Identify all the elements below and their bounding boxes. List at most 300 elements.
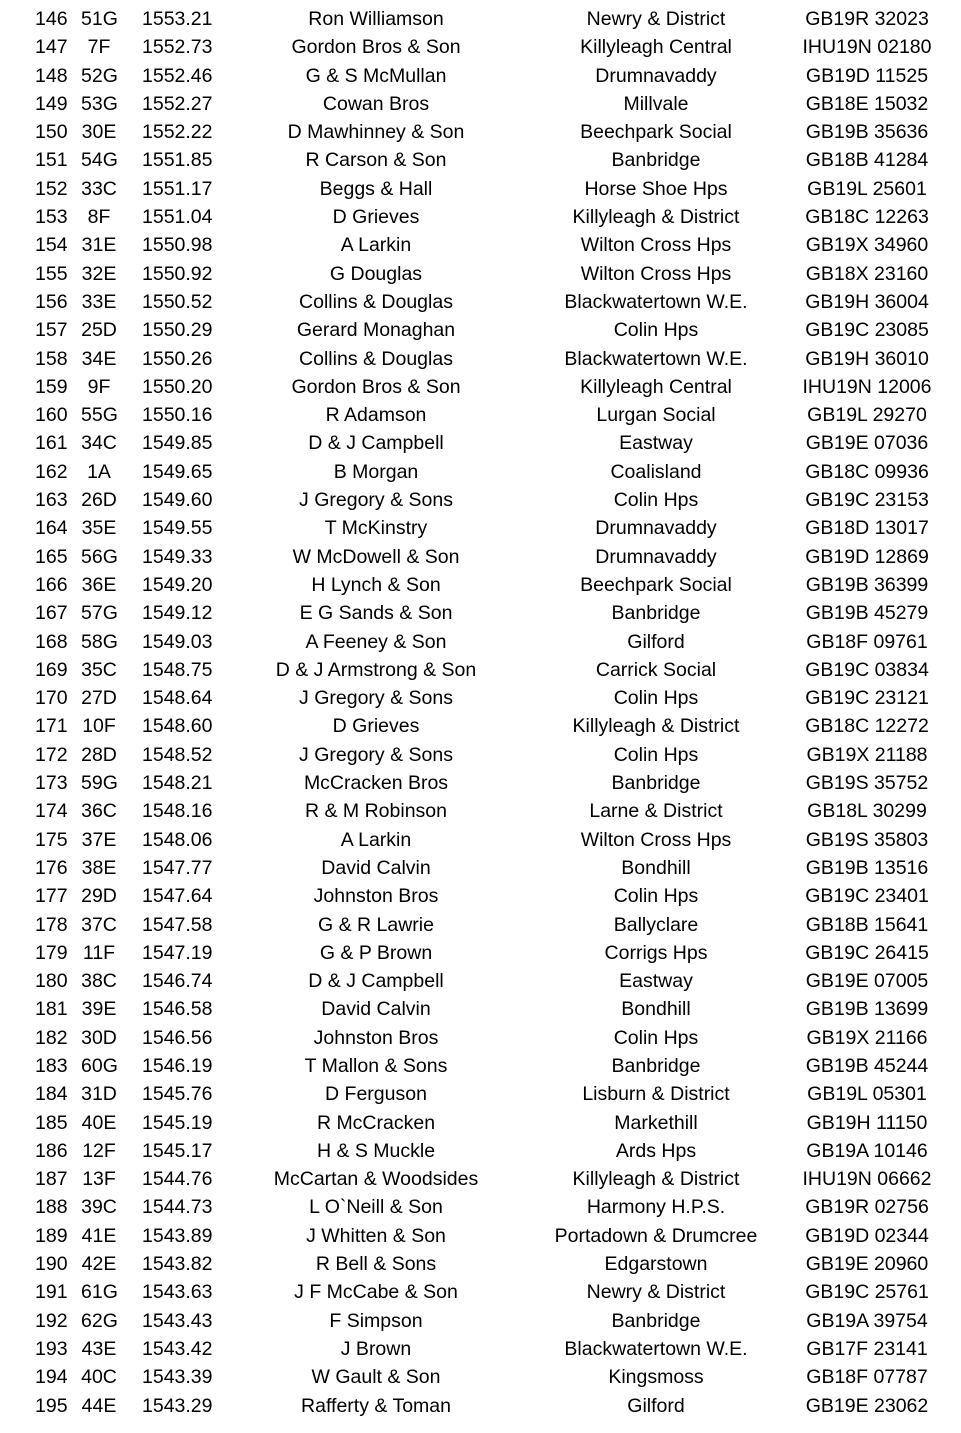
club-name-cell: Colin Hps	[613, 489, 699, 512]
club-name-cell: Wilton Cross Hps	[580, 828, 732, 851]
club-name-cell: Carrick Social	[595, 658, 717, 681]
fancier-name-cell: Ron Williamson	[308, 8, 444, 30]
position-cell: 190	[35, 1253, 68, 1276]
club-name-cell: Eastway	[619, 970, 693, 993]
velocity-cell: 1543.63	[142, 1281, 213, 1304]
pen-code-cell: 59G	[81, 772, 118, 795]
pen-code-cell: 37E	[81, 828, 117, 851]
ring-number-cell: GB18F 07787	[806, 1366, 928, 1389]
ring-number-cell: GB19E 23062	[805, 1394, 929, 1417]
fancier-name-cell: Johnston Bros	[313, 1026, 439, 1049]
table-row	[0, 429, 961, 457]
fancier-name-cell: J Whitten & Son	[306, 1224, 446, 1247]
table-row	[0, 1080, 961, 1108]
position-cell: 192	[35, 1309, 68, 1332]
table-row	[0, 599, 961, 627]
fancier-name-cell: Rafferty & Toman	[301, 1394, 451, 1417]
pen-code-cell: 36C	[81, 800, 117, 823]
table-row	[0, 401, 961, 429]
pen-code-cell: 12F	[82, 1139, 116, 1162]
fancier-name-cell: D Grieves	[332, 206, 420, 229]
table-row	[0, 5, 961, 33]
velocity-cell: 1549.33	[142, 545, 213, 568]
fancier-name-cell: J Brown	[340, 1337, 412, 1360]
ring-number-cell: GB19C 03834	[805, 658, 929, 681]
club-name-cell: Drumnavaddy	[595, 64, 717, 87]
ring-number-cell: GB19H 36004	[805, 290, 929, 313]
fancier-name-cell: D Grieves	[332, 715, 420, 738]
ring-number-cell: GB19A 10146	[806, 1139, 928, 1162]
position-cell: 153	[35, 206, 68, 229]
fancier-name-cell: Beggs & Hall	[319, 177, 433, 200]
club-name-cell: Colin Hps	[613, 1026, 699, 1049]
fancier-name-cell: A Larkin	[340, 234, 412, 257]
position-cell: 188	[35, 1196, 68, 1219]
velocity-cell: 1549.85	[142, 432, 213, 455]
position-cell: 183	[35, 1054, 68, 1077]
position-cell: 148	[35, 64, 68, 87]
fancier-name-cell: J F McCabe & Son	[294, 1281, 458, 1304]
position-cell: 154	[35, 234, 68, 257]
table-row	[0, 1363, 961, 1391]
table-row	[0, 288, 961, 316]
ring-number-cell: GB19X 21166	[806, 1026, 928, 1049]
table-row	[0, 1222, 961, 1250]
table-row	[0, 854, 961, 882]
position-cell: 166	[35, 573, 68, 596]
pen-code-cell: 56G	[81, 545, 118, 568]
club-name-cell: Lurgan Social	[596, 404, 716, 427]
table-row	[0, 1137, 961, 1165]
pen-code-cell: 55G	[81, 404, 118, 427]
velocity-cell: 1552.73	[142, 36, 213, 59]
pen-code-cell: 26D	[81, 489, 117, 512]
position-cell: 160	[35, 404, 68, 427]
position-cell: 177	[35, 885, 68, 908]
fancier-name-cell: Gordon Bros & Son	[291, 36, 461, 59]
fancier-name-cell: R Carson & Son	[305, 149, 447, 172]
position-cell: 186	[35, 1139, 68, 1162]
fancier-name-cell: W McDowell & Son	[292, 545, 460, 568]
club-name-cell: Lisburn & District	[582, 1083, 730, 1106]
fancier-name-cell: D & J Armstrong & Son	[275, 658, 477, 681]
ring-number-cell: GB18L 30299	[807, 800, 927, 823]
club-name-cell: Harmony H.P.S.	[586, 1196, 726, 1219]
pen-code-cell: 38E	[81, 856, 117, 879]
pen-code-cell: 38C	[81, 970, 117, 993]
fancier-name-cell: L O`Neill & Son	[309, 1196, 443, 1219]
club-name-cell: Banbridge	[611, 772, 701, 795]
position-cell: 169	[35, 658, 68, 681]
table-row	[0, 33, 961, 61]
club-name-cell: Blackwatertown W.E.	[564, 347, 748, 370]
fancier-name-cell: T Mallon & Sons	[304, 1054, 448, 1077]
position-cell: 170	[35, 687, 68, 710]
table-row	[0, 1165, 961, 1193]
table-row	[0, 514, 961, 542]
velocity-cell: 1545.17	[142, 1139, 213, 1162]
velocity-cell: 1549.03	[142, 630, 213, 653]
ring-number-cell: GB18B 15641	[805, 913, 929, 936]
table-row	[0, 1278, 961, 1306]
pen-code-cell: 53G	[81, 92, 118, 115]
fancier-name-cell: David Calvin	[321, 856, 431, 879]
ring-number-cell: GB19C 23121	[805, 687, 929, 710]
table-row	[0, 345, 961, 373]
velocity-cell: 1551.85	[142, 149, 213, 172]
table-row	[0, 741, 961, 769]
ring-number-cell: GB19D 12869	[805, 545, 929, 568]
ring-number-cell: GB19E 07036	[805, 432, 929, 455]
club-name-cell: Gilford	[627, 630, 685, 653]
position-cell: 150	[35, 121, 68, 144]
velocity-cell: 1547.77	[142, 856, 213, 879]
velocity-cell: 1548.16	[142, 800, 213, 823]
fancier-name-cell: H Lynch & Son	[311, 573, 441, 596]
velocity-cell: 1549.65	[142, 460, 213, 483]
ring-number-cell: GB18D 13017	[805, 517, 929, 540]
club-name-cell: Gilford	[627, 1394, 685, 1417]
table-row	[0, 316, 961, 344]
table-row	[0, 967, 961, 995]
fancier-name-cell: Cowan Bros	[322, 92, 430, 115]
position-cell: 161	[35, 432, 68, 455]
velocity-cell: 1547.58	[142, 913, 213, 936]
fancier-name-cell: G Douglas	[329, 262, 423, 285]
position-cell: 151	[35, 149, 68, 172]
ring-number-cell: GB19S 35803	[805, 828, 929, 851]
table-row	[0, 543, 961, 571]
club-name-cell: Colin Hps	[613, 885, 699, 908]
position-cell: 164	[35, 517, 68, 540]
pen-code-cell: 37C	[81, 913, 117, 936]
fancier-name-cell: Gordon Bros & Son	[291, 375, 461, 398]
ring-number-cell: GB18X 23160	[805, 262, 929, 285]
table-row	[0, 203, 961, 231]
velocity-cell: 1546.56	[142, 1026, 213, 1049]
ring-number-cell: GB19R 32023	[805, 8, 929, 30]
fancier-name-cell: R & M Robinson	[305, 800, 447, 823]
ring-number-cell: GB19H 11150	[806, 1111, 928, 1134]
ring-number-cell: GB19S 35752	[805, 772, 929, 795]
velocity-cell: 1543.82	[142, 1253, 213, 1276]
table-row	[0, 231, 961, 259]
pen-code-cell: 28D	[81, 743, 117, 766]
pen-code-cell: 34E	[81, 347, 117, 370]
ring-number-cell: GB18F 09761	[806, 630, 928, 653]
velocity-cell: 1552.22	[142, 121, 213, 144]
club-name-cell: Killyleagh Central	[580, 375, 732, 398]
pen-code-cell: 31D	[81, 1083, 117, 1106]
ring-number-cell: IHU19N 02180	[802, 36, 932, 59]
table-row	[0, 1307, 961, 1335]
club-name-cell: Beechpark Social	[580, 121, 732, 144]
pen-code-cell: 40C	[81, 1366, 117, 1389]
position-cell: 152	[35, 177, 68, 200]
pen-code-cell: 60G	[81, 1054, 118, 1077]
velocity-cell: 1544.76	[142, 1168, 213, 1191]
pen-code-cell: 41E	[81, 1224, 117, 1247]
fancier-name-cell: G & S McMullan	[305, 64, 447, 87]
club-name-cell: Colin Hps	[613, 319, 699, 342]
pen-code-cell: 30E	[81, 121, 117, 144]
fancier-name-cell: E G Sands & Son	[299, 602, 453, 625]
club-name-cell: Killyleagh & District	[572, 715, 740, 738]
pen-code-cell: 32E	[81, 262, 117, 285]
ring-number-cell: GB19L 29270	[807, 404, 927, 427]
pen-code-cell: 30D	[81, 1026, 117, 1049]
velocity-cell: 1551.17	[142, 177, 213, 200]
table-row	[0, 656, 961, 684]
club-name-cell: Newry & District	[586, 8, 726, 30]
club-name-cell: Horse Shoe Hps	[584, 177, 728, 200]
ring-number-cell: GB19C 23153	[805, 489, 929, 512]
fancier-name-cell: Collins & Douglas	[299, 347, 453, 370]
ring-number-cell: GB18B 41284	[805, 149, 929, 172]
ring-number-cell: GB19E 20960	[805, 1253, 929, 1276]
position-cell: 194	[35, 1366, 68, 1389]
pen-code-cell: 44E	[81, 1394, 117, 1417]
ring-number-cell: GB19B 35636	[805, 121, 929, 144]
pen-code-cell: 52G	[81, 64, 118, 87]
velocity-cell: 1543.43	[142, 1309, 213, 1332]
table-row	[0, 1109, 961, 1137]
pen-code-cell: 34C	[81, 432, 117, 455]
position-cell: 185	[35, 1111, 68, 1134]
table-row	[0, 769, 961, 797]
ring-number-cell: GB19L 05301	[807, 1083, 927, 1106]
club-name-cell: Wilton Cross Hps	[580, 262, 732, 285]
table-row	[0, 62, 961, 90]
table-row	[0, 1193, 961, 1221]
pen-code-cell: 7F	[87, 36, 111, 59]
velocity-cell: 1546.74	[142, 970, 213, 993]
velocity-cell: 1553.21	[142, 8, 213, 30]
pen-code-cell: 58G	[81, 630, 118, 653]
ring-number-cell: GB19B 36399	[805, 573, 929, 596]
position-cell: 168	[35, 630, 68, 653]
club-name-cell: Banbridge	[611, 602, 701, 625]
ring-number-cell: GB19X 21188	[806, 743, 928, 766]
position-cell: 191	[35, 1281, 68, 1304]
ring-number-cell: GB18C 09936	[805, 460, 929, 483]
fancier-name-cell: H & S Muckle	[316, 1139, 436, 1162]
velocity-cell: 1548.21	[142, 772, 213, 795]
pen-code-cell: 35C	[81, 658, 117, 681]
pen-code-cell: 39E	[81, 998, 117, 1021]
club-name-cell: Bondhill	[621, 856, 691, 879]
position-cell: 171	[35, 715, 68, 738]
pen-code-cell: 43E	[81, 1337, 117, 1360]
table-row	[0, 1335, 961, 1363]
club-name-cell: Banbridge	[611, 149, 701, 172]
fancier-name-cell: J Gregory & Sons	[299, 687, 453, 710]
pen-code-cell: 51G	[81, 8, 118, 30]
pen-code-cell: 42E	[81, 1253, 117, 1276]
club-name-cell: Blackwatertown W.E.	[564, 1337, 748, 1360]
ring-number-cell: GB17F 23141	[806, 1337, 928, 1360]
pen-code-cell: 29D	[81, 885, 117, 908]
club-name-cell: Eastway	[619, 432, 693, 455]
velocity-cell: 1543.39	[142, 1366, 213, 1389]
velocity-cell: 1548.64	[142, 687, 213, 710]
club-name-cell: Drumnavaddy	[595, 545, 717, 568]
fancier-name-cell: David Calvin	[321, 998, 431, 1021]
ring-number-cell: GB19A 39754	[806, 1309, 928, 1332]
fancier-name-cell: D & J Campbell	[308, 432, 444, 455]
fancier-name-cell: McCartan & Woodsides	[273, 1168, 479, 1191]
velocity-cell: 1548.75	[142, 658, 213, 681]
club-name-cell: Edgarstown	[604, 1253, 708, 1276]
position-cell: 179	[35, 941, 68, 964]
position-cell: 180	[35, 970, 68, 993]
velocity-cell: 1547.64	[142, 885, 213, 908]
velocity-cell: 1545.76	[142, 1083, 213, 1106]
fancier-name-cell: Collins & Douglas	[299, 290, 453, 313]
fancier-name-cell: D Ferguson	[325, 1083, 427, 1106]
position-cell: 159	[35, 375, 68, 398]
velocity-cell: 1550.52	[142, 290, 213, 313]
club-name-cell: Corrigs Hps	[604, 941, 708, 964]
club-name-cell: Killyleagh Central	[580, 36, 732, 59]
ring-number-cell: GB19R 02756	[805, 1196, 929, 1219]
pen-code-cell: 9F	[87, 375, 111, 398]
fancier-name-cell: D & J Campbell	[308, 970, 444, 993]
velocity-cell: 1548.52	[142, 743, 213, 766]
club-name-cell: Ards Hps	[615, 1139, 697, 1162]
position-cell: 165	[35, 545, 68, 568]
fancier-name-cell: J Gregory & Sons	[299, 743, 453, 766]
velocity-cell: 1549.12	[142, 602, 213, 625]
position-cell: 176	[35, 856, 68, 879]
table-row	[0, 826, 961, 854]
ring-number-cell: GB19X 34960	[805, 234, 929, 257]
club-name-cell: Killyleagh & District	[572, 206, 740, 229]
position-cell: 193	[35, 1337, 68, 1360]
pen-code-cell: 33E	[81, 290, 117, 313]
pen-code-cell: 13F	[82, 1168, 116, 1191]
position-cell: 184	[35, 1083, 68, 1106]
fancier-name-cell: Gerard Monaghan	[296, 319, 456, 342]
ring-number-cell: GB19E 07005	[805, 970, 929, 993]
position-cell: 181	[35, 998, 68, 1021]
club-name-cell: Coalisland	[610, 460, 702, 483]
position-cell: 149	[35, 92, 68, 115]
table-row	[0, 373, 961, 401]
velocity-cell: 1543.29	[142, 1394, 213, 1417]
pen-code-cell: 10F	[82, 715, 116, 738]
ring-number-cell: GB19B 45244	[805, 1054, 929, 1077]
table-row	[0, 90, 961, 118]
pen-code-cell: 27D	[81, 687, 117, 710]
ring-number-cell: GB19C 23401	[805, 885, 929, 908]
ring-number-cell: GB18C 12272	[805, 715, 929, 738]
velocity-cell: 1545.19	[142, 1111, 213, 1134]
club-name-cell: Banbridge	[611, 1054, 701, 1077]
velocity-cell: 1548.06	[142, 828, 213, 851]
position-cell: 187	[35, 1168, 68, 1191]
table-row	[0, 1250, 961, 1278]
position-cell: 157	[35, 319, 68, 342]
ring-number-cell: GB19C 26415	[805, 941, 929, 964]
fancier-name-cell: F Simpson	[329, 1309, 423, 1332]
position-cell: 163	[35, 489, 68, 512]
club-name-cell: Markethill	[614, 1111, 698, 1134]
position-cell: 162	[35, 460, 68, 483]
pen-code-cell: 25D	[81, 319, 117, 342]
ring-number-cell: GB18E 15032	[805, 92, 929, 115]
ring-number-cell: GB19B 13699	[805, 998, 929, 1021]
velocity-cell: 1548.60	[142, 715, 213, 738]
pen-code-cell: 11F	[82, 941, 116, 964]
pen-code-cell: 54G	[81, 149, 118, 172]
position-cell: 158	[35, 347, 68, 370]
position-cell: 174	[35, 800, 68, 823]
pen-code-cell: 57G	[81, 602, 118, 625]
ring-number-cell: GB19B 45279	[805, 602, 929, 625]
pen-code-cell: 36E	[81, 573, 117, 596]
velocity-cell: 1552.46	[142, 64, 213, 87]
fancier-name-cell: W Gault & Son	[311, 1366, 441, 1389]
velocity-cell: 1550.20	[142, 375, 213, 398]
club-name-cell: Newry & District	[586, 1281, 726, 1304]
club-name-cell: Ballyclare	[613, 913, 699, 936]
velocity-cell: 1552.27	[142, 92, 213, 115]
fancier-name-cell: G & R Lawrie	[318, 913, 434, 936]
position-cell: 146	[35, 8, 68, 30]
pen-code-cell: 33C	[81, 177, 117, 200]
ring-number-cell: GB19C 25761	[805, 1281, 929, 1304]
table-row	[0, 146, 961, 174]
fancier-name-cell: D Mawhinney & Son	[287, 121, 465, 144]
fancier-name-cell: R McCracken	[316, 1111, 436, 1134]
ring-number-cell: GB19D 02344	[805, 1224, 929, 1247]
ring-number-cell: GB19L 25601	[807, 177, 927, 200]
position-cell: 195	[35, 1394, 68, 1417]
club-name-cell: Millvale	[623, 92, 689, 115]
velocity-cell: 1549.55	[142, 517, 213, 540]
club-name-cell: Larne & District	[589, 800, 723, 823]
velocity-cell: 1543.89	[142, 1224, 213, 1247]
position-cell: 182	[35, 1026, 68, 1049]
table-row	[0, 1052, 961, 1080]
fancier-name-cell: J Gregory & Sons	[299, 489, 453, 512]
velocity-cell: 1550.26	[142, 347, 213, 370]
club-name-cell: Colin Hps	[613, 743, 699, 766]
table-row	[0, 911, 961, 939]
table-row	[0, 995, 961, 1023]
position-cell: 167	[35, 602, 68, 625]
club-name-cell: Bondhill	[621, 998, 691, 1021]
position-cell: 155	[35, 262, 68, 285]
position-cell: 189	[35, 1224, 68, 1247]
club-name-cell: Portadown & Drumcree	[554, 1224, 758, 1247]
results-table	[0, 5, 961, 1420]
ring-number-cell: GB18C 12263	[805, 206, 929, 229]
club-name-cell: Banbridge	[611, 1309, 701, 1332]
table-row	[0, 458, 961, 486]
fancier-name-cell: T McKinstry	[324, 517, 428, 540]
table-row	[0, 175, 961, 203]
velocity-cell: 1547.19	[142, 941, 213, 964]
velocity-cell: 1543.42	[142, 1337, 213, 1360]
ring-number-cell: IHU19N 06662	[802, 1168, 932, 1191]
velocity-cell: 1546.19	[142, 1054, 213, 1077]
ring-number-cell: GB19C 23085	[805, 319, 929, 342]
velocity-cell: 1551.04	[142, 206, 213, 229]
pen-code-cell: 1A	[87, 460, 111, 483]
club-name-cell: Colin Hps	[613, 687, 699, 710]
